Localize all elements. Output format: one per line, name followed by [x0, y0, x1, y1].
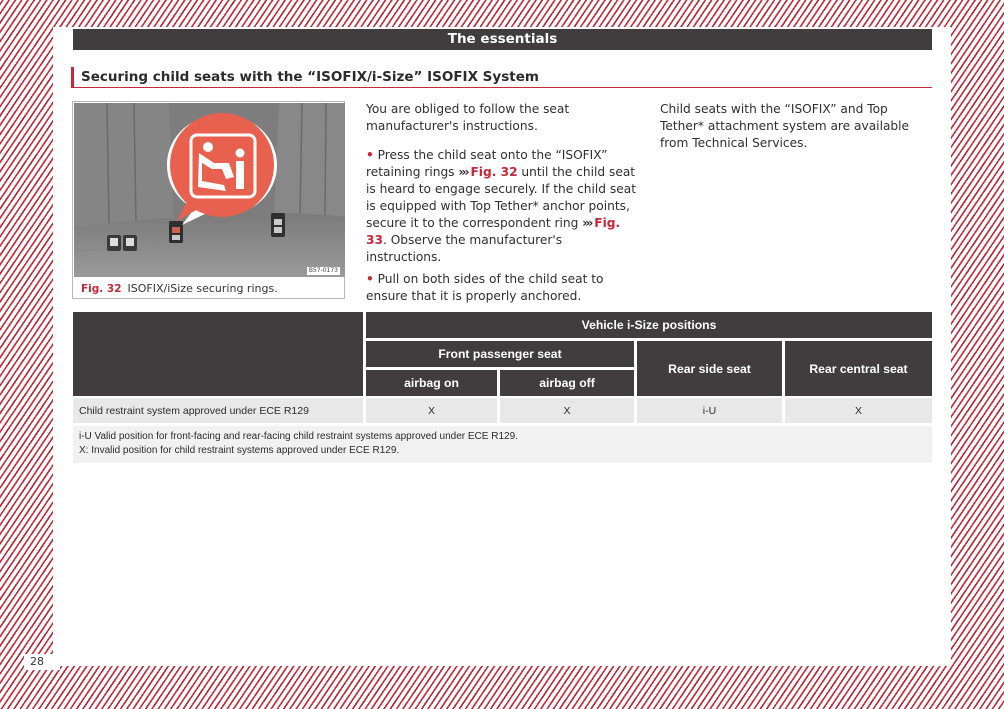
table-notes — [73, 426, 932, 463]
cell-rear-central: X — [785, 398, 932, 423]
figure-caption-text: ISOFIX/iSize securing rings. — [127, 282, 278, 295]
section-title: Securing child seats with the “ISOFIX/i-Size” ISOFIX System — [71, 67, 932, 88]
bullet1-text-c: . Observe the manufacturer's instructions. — [366, 233, 563, 264]
right-paragraph: Child seats with the “ISOFIX” and Top Tether* attachment system are available from Technical Services. — [660, 102, 910, 150]
table-header-main: Vehicle i-Size positions — [366, 312, 932, 338]
header-airbag-off: airbag off — [500, 370, 634, 396]
chevron-link-icon: ››› — [582, 216, 592, 230]
page-number: 28 — [24, 654, 60, 670]
body-column-2 — [660, 101, 933, 152]
figure-32 — [72, 101, 345, 299]
bullet-item-2 — [366, 271, 638, 305]
figure-caption — [81, 282, 278, 295]
header-rear-side: Rear side seat — [637, 341, 782, 396]
bullet-icon: • — [366, 148, 374, 162]
bullet1-text-a: Press the child seat onto the “ISOFIX” retaining rings — [366, 148, 608, 179]
note-valid: i-U Valid position for front-facing and rear-facing child restraint systems approved under ECE R129. — [79, 431, 518, 442]
body-column-1 — [366, 101, 638, 305]
bullet2-text: Pull on both sides of the child seat to ensure that it is properly anchored. — [366, 272, 604, 303]
cell-airbag-on: X — [366, 398, 497, 423]
table-corner-header — [73, 312, 363, 396]
header-airbag-on: airbag on — [366, 370, 497, 396]
chapter-header: The essentials — [73, 29, 932, 50]
rear-seat-photo — [74, 103, 345, 277]
bullet-item-1 — [366, 147, 638, 266]
figure-number: Fig. 32 — [81, 283, 122, 295]
header-rear-central: Rear central seat — [785, 341, 932, 396]
chevron-link-icon: ››› — [458, 165, 468, 179]
bullet-icon: • — [366, 272, 374, 286]
cell-airbag-off: X — [500, 398, 634, 423]
cell-rear-side: i-U — [637, 398, 782, 423]
header-front-passenger: Front passenger seat — [366, 341, 634, 367]
image-code: B57-0173 — [306, 266, 341, 276]
fig33-link[interactable]: Fig. 33 — [366, 216, 621, 247]
bullet1-text-b: until the child seat is heard to engage securely. If the child seat is equipped with Top Tether* anchor points, secure it to the correspondent ring — [366, 165, 637, 230]
note-invalid: X: Invalid position for child restraint systems approved under ECE R129. — [79, 445, 400, 456]
fig32-link[interactable]: Fig. 32 — [470, 165, 518, 179]
row-label: Child restraint system approved under ECE R129 — [73, 398, 363, 423]
intro-paragraph: You are obliged to follow the seat manufacturer's instructions. — [366, 102, 570, 133]
